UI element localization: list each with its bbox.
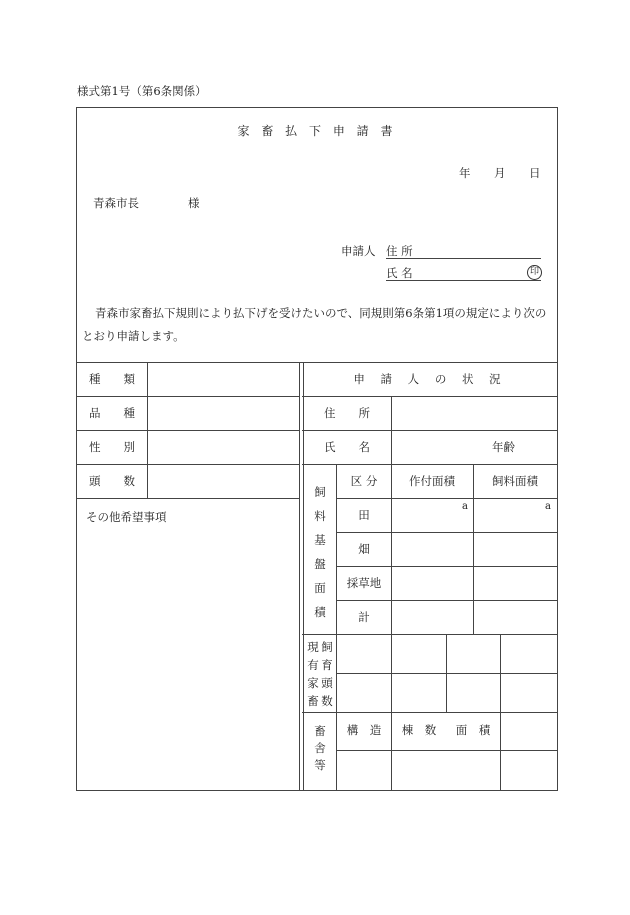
feed-label-divider bbox=[336, 464, 337, 791]
kind-label: 種 類 bbox=[89, 372, 135, 386]
date-month: 月 bbox=[494, 166, 506, 180]
current-livestock-label: 現 有 家 畜 bbox=[307, 640, 319, 708]
name-underline bbox=[386, 280, 541, 281]
column-divider bbox=[299, 362, 304, 791]
age-label: 年齢 bbox=[492, 440, 515, 454]
structure-header: 構 造 bbox=[346, 723, 382, 737]
left-row-line bbox=[76, 498, 299, 499]
addressee-honorific: 様 bbox=[188, 196, 200, 210]
applicant-address-label: 住 所 bbox=[386, 244, 413, 258]
statement-line-1: 青森市家畜払下規則により払下げを受けたいので、同規則第6条第1項の規定により次の bbox=[95, 306, 547, 320]
left-row-line bbox=[76, 396, 299, 397]
form-title: 家 畜 払 下 申 請 書 bbox=[237, 124, 397, 138]
upland-field-label: 畑 bbox=[358, 542, 370, 556]
unit-are: a bbox=[462, 501, 468, 512]
left-row-line bbox=[76, 430, 299, 431]
date-day: 日 bbox=[529, 166, 541, 180]
seal-mark: 印 bbox=[527, 265, 542, 280]
rice-field-label: 田 bbox=[358, 508, 370, 522]
addressee-name: 青森市長 bbox=[93, 196, 139, 210]
barn-area-header: 面 積 bbox=[455, 723, 491, 737]
feed-row-line bbox=[336, 566, 558, 567]
livestock-row-line bbox=[336, 673, 558, 674]
feed-col-divider bbox=[473, 464, 474, 634]
table-top-line bbox=[76, 362, 558, 363]
feed-row-line bbox=[336, 600, 558, 601]
head-count-label: 頭 数 bbox=[89, 474, 135, 488]
feed-area-header: 飼料面積 bbox=[492, 474, 538, 488]
feed-col-divider bbox=[391, 464, 392, 634]
feed-row-line bbox=[336, 498, 558, 499]
status-address-label: 住 所 bbox=[324, 406, 370, 420]
address-underline bbox=[386, 258, 541, 259]
right-label-divider bbox=[391, 396, 392, 464]
left-row-line bbox=[76, 464, 299, 465]
applicant-label: 申請人 bbox=[341, 244, 376, 258]
right-row-line bbox=[302, 464, 558, 465]
statement-line-2: とおり申請します。 bbox=[82, 329, 185, 343]
other-requests-label: その他希望事項 bbox=[86, 510, 167, 524]
form-reference: 様式第1号（第6条関係） bbox=[77, 84, 207, 98]
barn-row-line bbox=[336, 750, 558, 751]
unit-are: a bbox=[545, 501, 551, 512]
feed-row-line bbox=[336, 532, 558, 533]
planted-area-header: 作付面積 bbox=[409, 474, 455, 488]
right-row-line bbox=[302, 396, 558, 397]
feed-section-bottom bbox=[302, 634, 558, 635]
feed-area-vertical-label: 飼 料 基 盤 面 積 bbox=[314, 485, 326, 619]
barn-vertical-label: 畜 舎 等 bbox=[314, 724, 326, 772]
applicant-status-header: 申 請 人 の 状 況 bbox=[353, 372, 507, 386]
sex-label: 性 別 bbox=[89, 440, 135, 454]
right-row-line bbox=[302, 430, 558, 431]
raised-count-label: 飼 育 頭 数 bbox=[321, 640, 333, 708]
status-name-label: 氏 名 bbox=[324, 440, 370, 454]
building-count-header: 棟 数 bbox=[401, 723, 437, 737]
date-year: 年 bbox=[459, 166, 471, 180]
breed-label: 品 種 bbox=[89, 406, 135, 420]
livestock-section-bottom bbox=[302, 712, 558, 713]
applicant-name-label: 氏 名 bbox=[386, 266, 413, 280]
category-header: 区 分 bbox=[350, 474, 378, 488]
total-label: 計 bbox=[358, 610, 370, 624]
meadow-label: 採草地 bbox=[346, 576, 382, 590]
